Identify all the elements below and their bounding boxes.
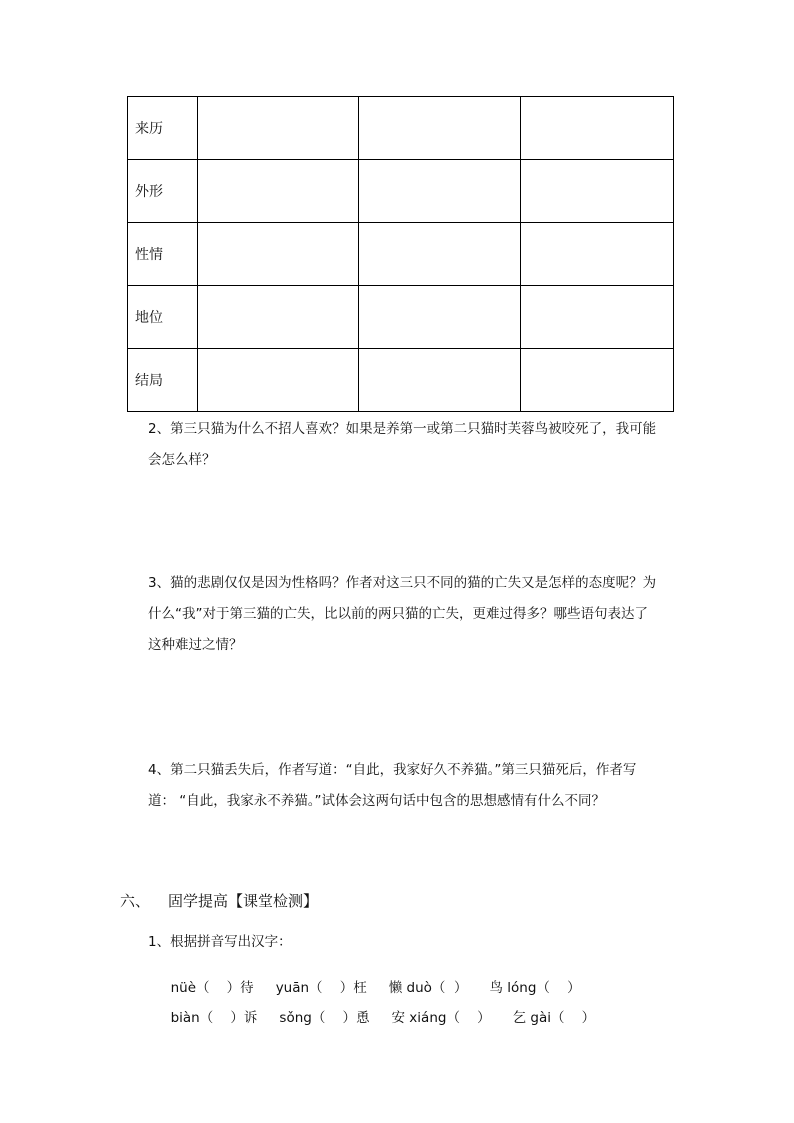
table-row	[128, 97, 674, 160]
section-number: 六、	[120, 892, 151, 910]
pinyin-item[interactable]: 乞 gài（ ）	[512, 1010, 596, 1026]
table-cell[interactable]	[359, 223, 521, 286]
table-cell[interactable]	[521, 223, 674, 286]
pinyin-row	[162, 990, 617, 1026]
pinyin-item[interactable]: 懒 duò（ ）	[388, 980, 468, 996]
question-text: 3、猫的悲剧仅仅是因为性格吗？作者对这三只不同的猫的亡失又是怎样的态度呢？为	[148, 575, 657, 591]
table-row	[128, 286, 674, 349]
row-label: 来历	[128, 97, 198, 160]
row-label: 外形	[128, 160, 198, 223]
table-cell[interactable]	[198, 286, 359, 349]
question-text: 什么“我”对于第三猫的亡失，比以前的两只猫的亡失，更难过得多？哪些语句表达了	[148, 606, 648, 622]
question-2	[148, 414, 688, 476]
table-cell[interactable]	[521, 349, 674, 412]
table-cell[interactable]	[359, 160, 521, 223]
pinyin-item[interactable]: 鸟 lóng（ ）	[489, 980, 581, 996]
table-cell[interactable]	[521, 286, 674, 349]
table-cell[interactable]	[198, 97, 359, 160]
question-text: 4、第二只猫丢失后，作者写道：“自此，我家好久不养猫。”第三只猫死后，作者写	[148, 762, 637, 778]
table-cell[interactable]	[359, 97, 521, 160]
table-cell[interactable]	[521, 160, 674, 223]
pinyin-item[interactable]: 安 xiáng（ ）	[391, 1010, 491, 1026]
table-cell[interactable]	[198, 223, 359, 286]
table-row	[128, 223, 674, 286]
question-4	[148, 755, 688, 817]
question-3	[148, 568, 688, 661]
pinyin-item[interactable]: biàn（ ）诉	[170, 1010, 258, 1026]
section-title: 固学提高【课堂检测】	[168, 892, 319, 910]
table-cell[interactable]	[198, 160, 359, 223]
row-label: 结局	[128, 349, 198, 412]
exercise-prompt: 1、根据拼音写出汉字：	[148, 934, 292, 950]
question-text: 2、第三只猫为什么不招人喜欢？如果是养第一或第二只猫时芙蓉鸟被咬死了，我可能	[148, 421, 657, 437]
table-cell[interactable]	[359, 286, 521, 349]
table-row	[128, 349, 674, 412]
row-label: 性情	[128, 223, 198, 286]
row-label: 地位	[128, 286, 198, 349]
table-row	[128, 160, 674, 223]
table-cell[interactable]	[521, 97, 674, 160]
question-text: 这种难过之情？	[148, 637, 243, 653]
pinyin-item[interactable]: nüè（ ）待	[170, 980, 254, 996]
comparison-table	[127, 96, 674, 412]
section-heading	[120, 890, 318, 911]
table-cell[interactable]	[198, 349, 359, 412]
question-text: 道： “自此，我家永不养猫。”试体会这两句话中包含的思想感情有什么不同？	[148, 793, 606, 809]
question-text: 会怎么样？	[148, 452, 216, 468]
table-cell[interactable]	[359, 349, 521, 412]
pinyin-item[interactable]: sǒng（ ）恿	[279, 1010, 370, 1026]
pinyin-item[interactable]: yuān（ ）枉	[275, 980, 367, 996]
